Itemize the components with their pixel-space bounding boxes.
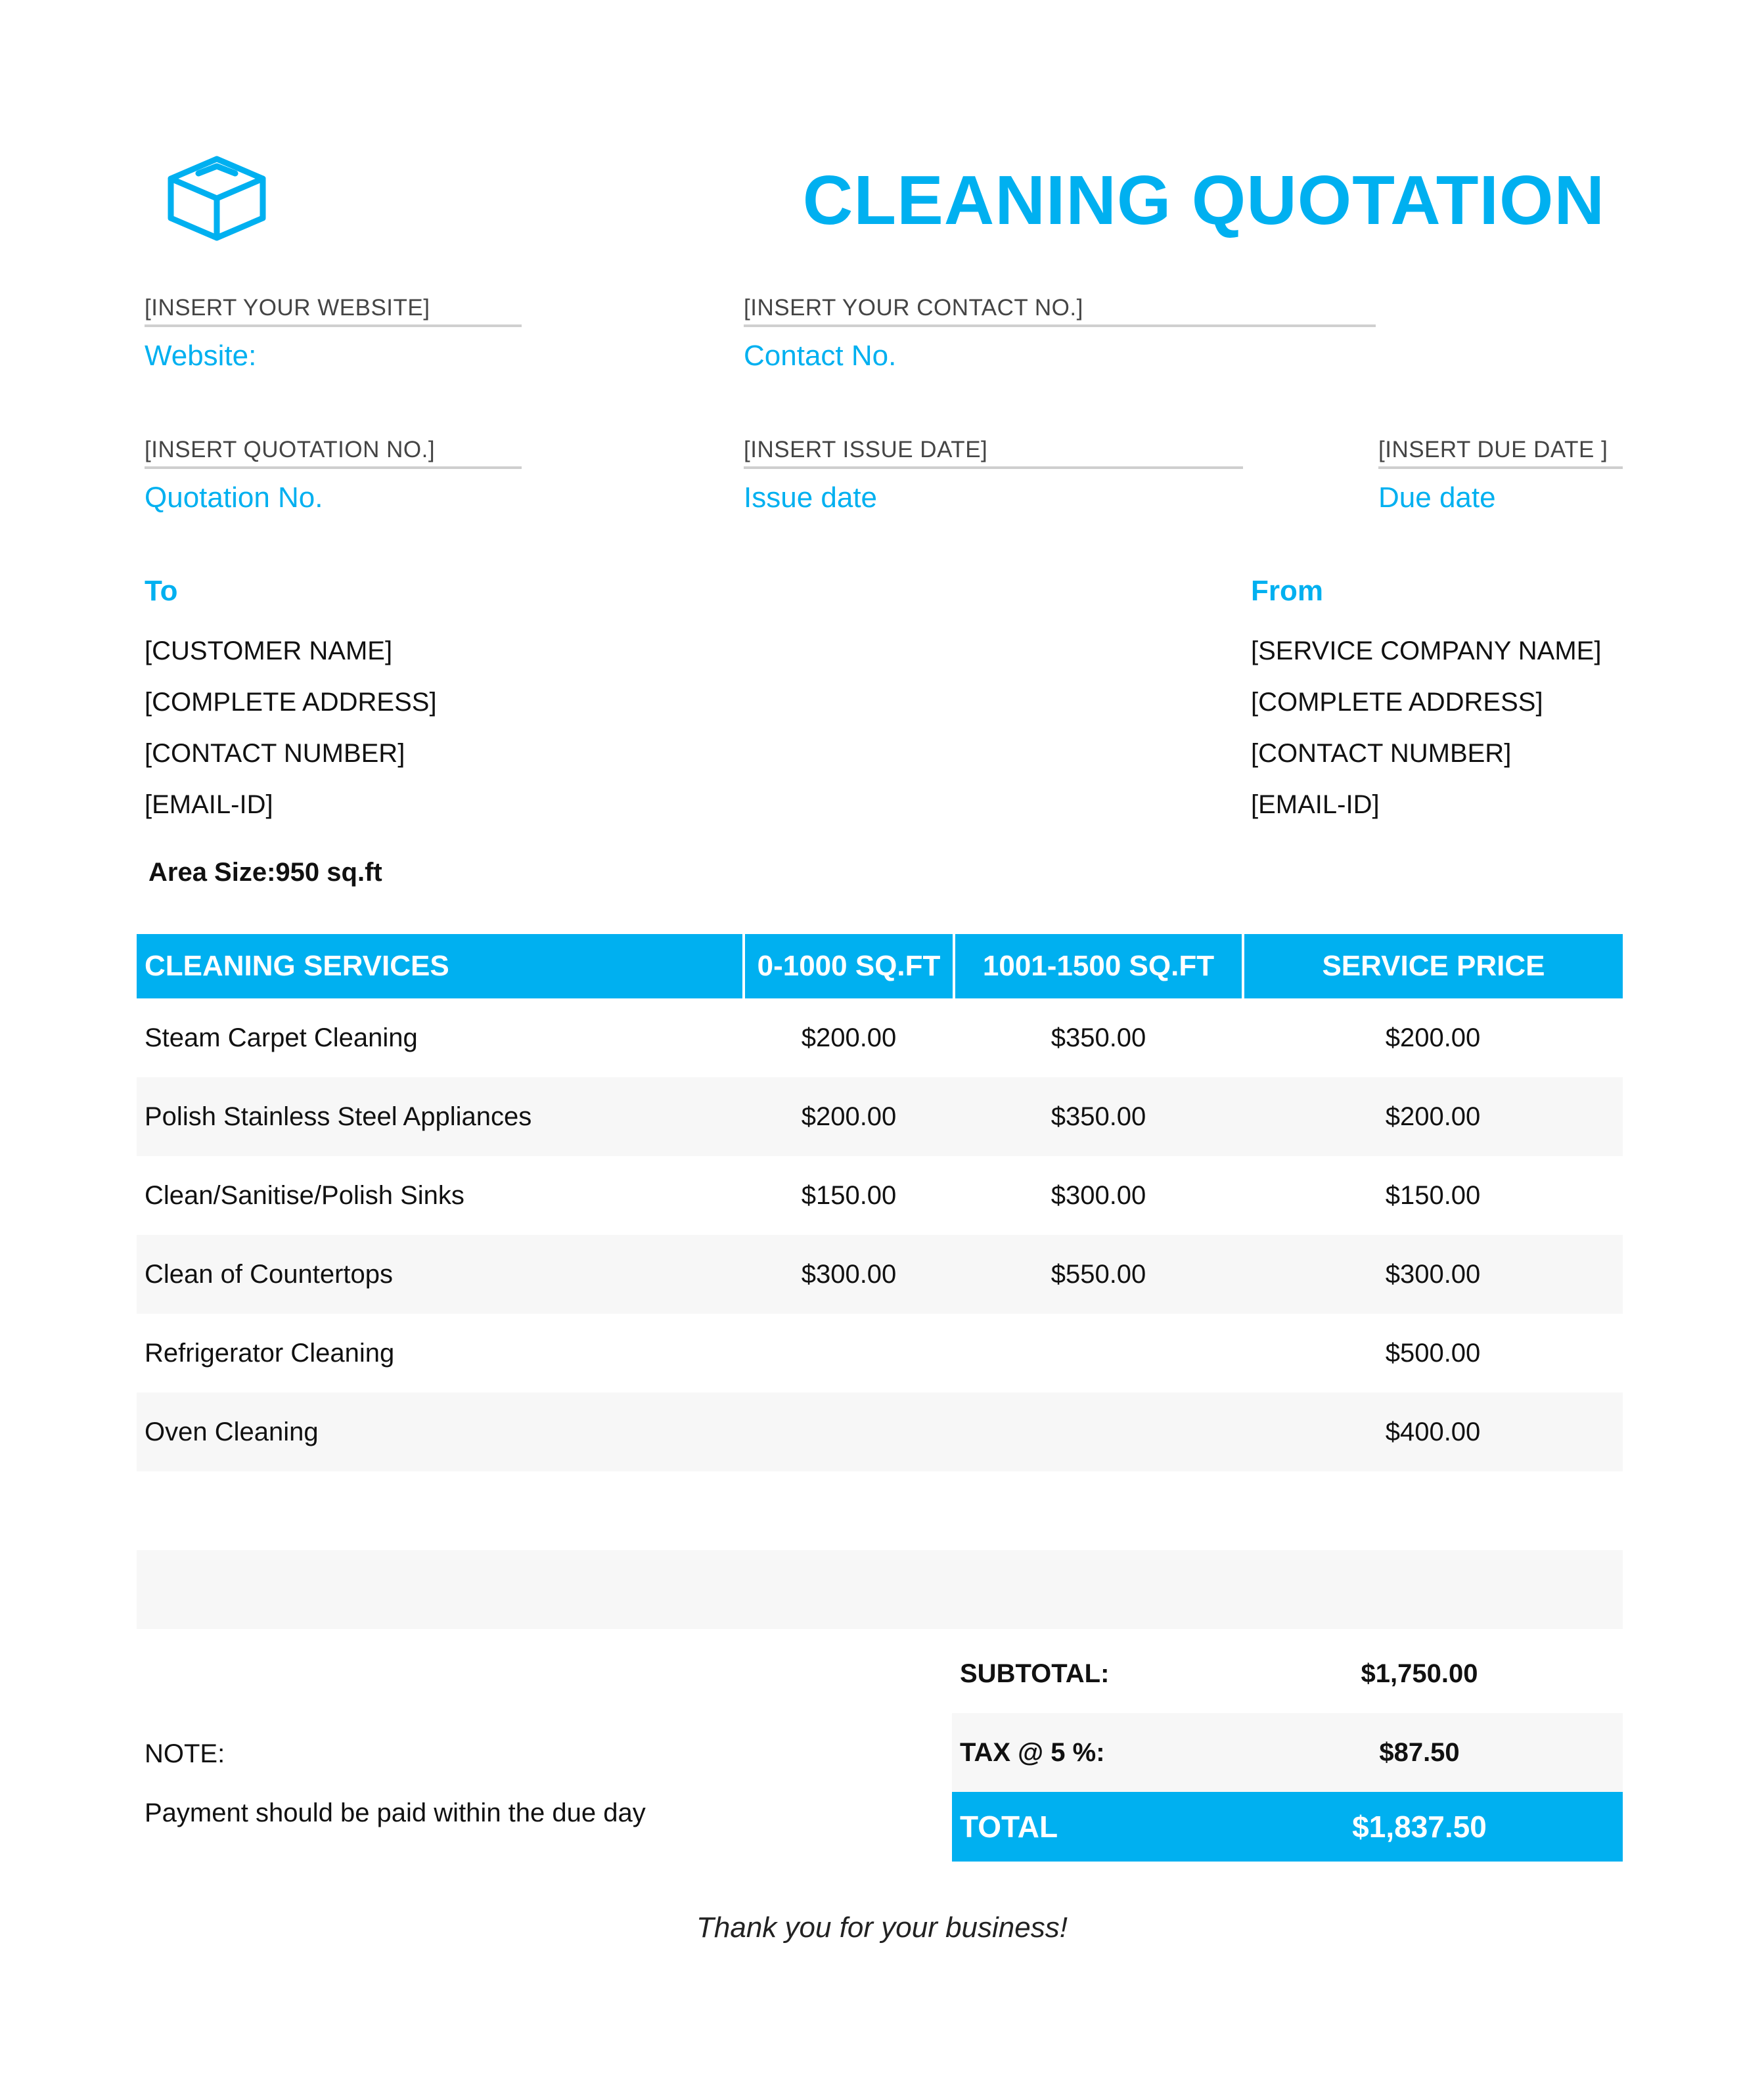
price-large (954, 1550, 1243, 1629)
header-cleaning-services: CLEANING SERVICES (137, 934, 744, 998)
quotation-label: Quotation No. (145, 481, 323, 514)
website-label: Website: (145, 340, 257, 372)
service-name: Refrigerator Cleaning (137, 1314, 744, 1393)
to-line: [COMPLETE ADDRESS] (145, 688, 437, 717)
header-0-1000-sqft: 0-1000 SQ.FT (744, 934, 954, 998)
header-service-price: SERVICE PRICE (1243, 934, 1623, 998)
note-text: Payment should be paid within the due day (145, 1798, 646, 1827)
from-line: [EMAIL-ID] (1251, 790, 1380, 819)
service-price: $500.00 (1243, 1314, 1623, 1393)
issue-date-field (744, 436, 1243, 515)
website-placeholder: [INSERT YOUR WEBSITE] (145, 294, 522, 327)
price-large: $350.00 (954, 998, 1243, 1077)
service-price: $400.00 (1243, 1393, 1623, 1471)
thank-you-message: Thank you for your business! (696, 1911, 1068, 1944)
price-large: $550.00 (954, 1235, 1243, 1314)
service-name: Clean of Countertops (137, 1235, 744, 1314)
table-row (137, 1471, 1623, 1550)
service-price: $200.00 (1243, 998, 1623, 1077)
subtotal-label: SUBTOTAL: (960, 1659, 1110, 1688)
subtotal-row (952, 1634, 1623, 1713)
price-small (744, 1393, 954, 1471)
tax-row (952, 1713, 1623, 1792)
to-heading: To (145, 575, 178, 607)
table-row (137, 1235, 1623, 1314)
note-heading: NOTE: (145, 1739, 225, 1768)
table-header-row (137, 934, 1623, 998)
from-block (1251, 574, 1601, 830)
from-line: [COMPLETE ADDRESS] (1251, 688, 1543, 717)
price-large (954, 1393, 1243, 1471)
contact-field (744, 294, 1376, 373)
price-small (744, 1550, 954, 1629)
due-date-field (1378, 436, 1623, 515)
table-row (137, 1393, 1623, 1471)
price-large: $300.00 (954, 1156, 1243, 1235)
price-small (744, 1471, 954, 1550)
total-row (952, 1792, 1623, 1862)
price-large: $350.00 (954, 1077, 1243, 1156)
total-value: $1,837.50 (1352, 1810, 1487, 1844)
issue-date-label: Issue date (744, 481, 878, 514)
service-name: Clean/Sanitise/Polish Sinks (137, 1156, 744, 1235)
to-line: [CUSTOMER NAME] (145, 636, 393, 665)
service-price: $300.00 (1243, 1235, 1623, 1314)
contact-placeholder: [INSERT YOUR CONTACT NO.] (744, 294, 1376, 327)
due-date-placeholder: [INSERT DUE DATE ] (1378, 436, 1623, 469)
service-name: Steam Carpet Cleaning (137, 998, 744, 1077)
services-table (137, 934, 1623, 1629)
service-price: $200.00 (1243, 1077, 1623, 1156)
service-price: $150.00 (1243, 1156, 1623, 1235)
from-heading: From (1251, 575, 1323, 607)
price-small: $200.00 (744, 1077, 954, 1156)
box-icon (164, 154, 269, 243)
price-small: $300.00 (744, 1235, 954, 1314)
table-row (137, 998, 1623, 1077)
service-name (137, 1471, 744, 1550)
due-date-label: Due date (1378, 481, 1496, 514)
table-row (137, 1156, 1623, 1235)
to-line: [EMAIL-ID] (145, 790, 273, 819)
table-row (137, 1550, 1623, 1629)
total-label: TOTAL (960, 1810, 1058, 1844)
page-title: CLEANING QUOTATION (802, 162, 1605, 239)
area-size-label: Area Size: (148, 858, 276, 887)
tax-value: $87.50 (1379, 1737, 1460, 1767)
issue-date-placeholder: [INSERT ISSUE DATE] (744, 436, 1243, 469)
from-line: [CONTACT NUMBER] (1251, 739, 1512, 768)
price-small: $200.00 (744, 998, 954, 1077)
table-row (137, 1077, 1623, 1156)
service-name: Polish Stainless Steel Appliances (137, 1077, 744, 1156)
table-row (137, 1314, 1623, 1393)
to-block (145, 574, 437, 830)
service-price (1243, 1471, 1623, 1550)
website-field (145, 294, 522, 373)
quotation-placeholder: [INSERT QUOTATION NO.] (145, 436, 522, 469)
area-size-value: 950 sq.ft (275, 858, 382, 887)
service-price (1243, 1550, 1623, 1629)
tax-label: TAX @ 5 %: (960, 1737, 1105, 1767)
header-1001-1500-sqft: 1001-1500 SQ.FT (954, 934, 1243, 998)
price-small (744, 1314, 954, 1393)
service-name (137, 1550, 744, 1629)
quotation-field (145, 436, 522, 515)
to-line: [CONTACT NUMBER] (145, 739, 405, 768)
from-line: [SERVICE COMPANY NAME] (1251, 636, 1602, 665)
service-name: Oven Cleaning (137, 1393, 744, 1471)
price-large (954, 1471, 1243, 1550)
price-small: $150.00 (744, 1156, 954, 1235)
area-size (148, 858, 382, 887)
subtotal-value: $1,750.00 (1361, 1659, 1478, 1688)
contact-label: Contact No. (744, 340, 897, 372)
price-large (954, 1314, 1243, 1393)
